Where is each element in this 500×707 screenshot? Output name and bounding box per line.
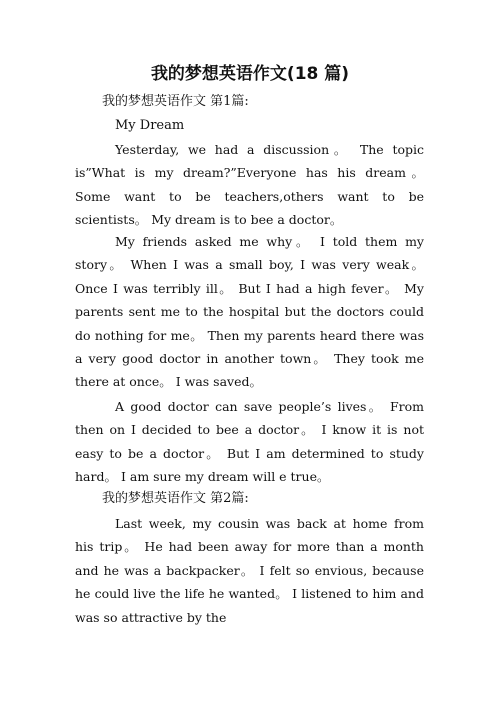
paragraph-1-1: Yesterday, we had a discussion。 The topic is”What is my dream?”Everyone has his dream。 Some want to be teachers,others want to be scientists。 My dream is to bee a doctor。 bbox=[75, 142, 424, 228]
paragraph-1-3: A good doctor can save people’s lives。 From then on I decided to bee a doctor。 I know it is not easy to be a doctor。 But I am determined to study hard。 I am sure my dream will e true。 bbox=[75, 399, 424, 485]
document-title: 我的梦想英语作文(18 篇) bbox=[150, 64, 350, 84]
paragraph-1-2: My friends asked me why。 I told them my story。 When I was a small boy, I was very weak。 Once I was terribly ill。 But I had a high fever。 My parents sent me to the hospital but the doctors could do nothing for me。 Then my parents heard there was a very good doctor in another town。 They took me there at once。 I was saved。 bbox=[75, 234, 424, 390]
paragraph-2-1: Last week, my cousin was back at home from his trip。 He had been away for more than a month and he was a backpacker。 I felt so envious, because he could live the life he wanted。 I listened to him and was so attractive by the bbox=[75, 516, 424, 625]
section-heading-1: 我的梦想英语作文 第1篇: bbox=[102, 94, 249, 109]
section-heading-2: 我的梦想英语作文 第2篇: bbox=[102, 491, 249, 506]
essay-title: My Dream bbox=[115, 118, 185, 133]
